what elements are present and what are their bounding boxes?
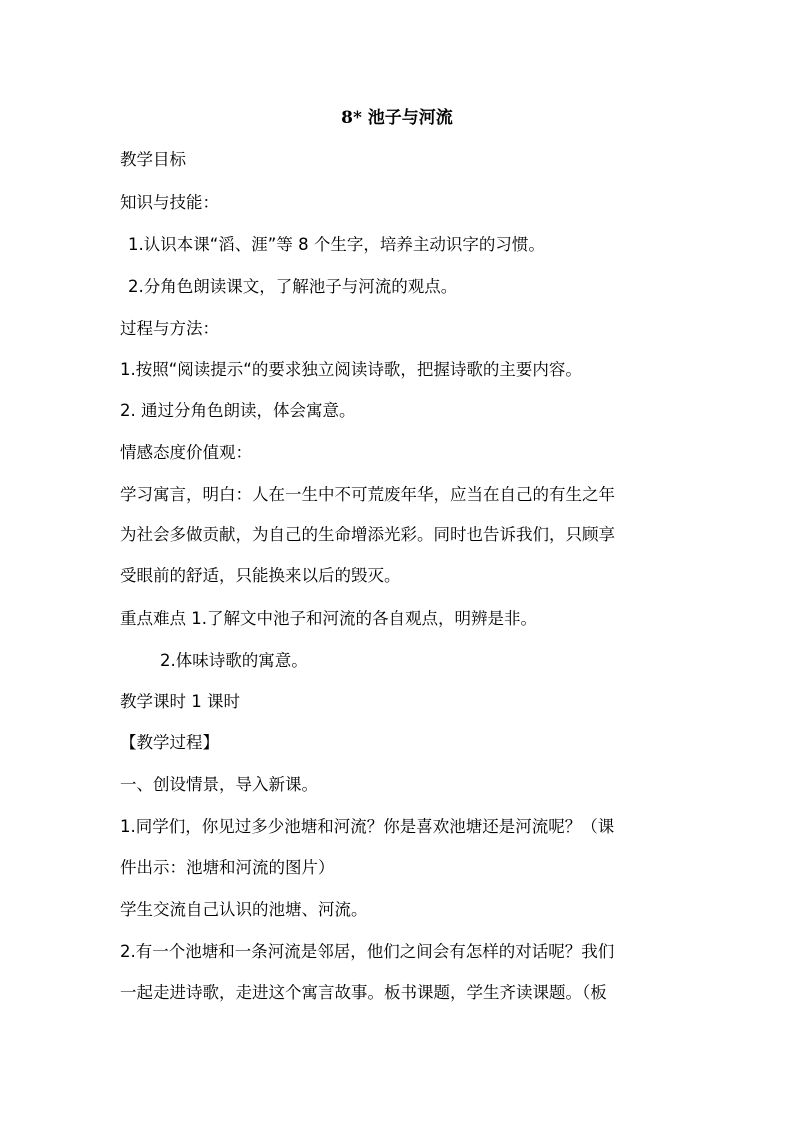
- subheading-process-methods: 过程与方法：: [120, 319, 219, 338]
- teaching-hours: 教学课时 1 课时: [120, 692, 240, 711]
- step-heading-1: 一、创设情景，导入新课。: [120, 775, 318, 794]
- step-1-text-line-1: 1.同学们，你见过多少池塘和河流？你是喜欢池塘还是河流呢？（课: [120, 817, 615, 836]
- key-points-item-2: 2.体味诗歌的寓意。: [160, 651, 308, 670]
- document-title: 8* 池子与河流: [341, 108, 453, 128]
- values-text-line-1: 学习寓言，明白：人在一生中不可荒废年华，应当在自己的有生之年: [120, 485, 615, 504]
- values-text-line-2: 为社会多做贡献，为自己的生命增添光彩。同时也告诉我们，只顾享: [120, 525, 615, 544]
- objective-item-2: 2.分角色朗读课文，了解池子与河流的观点。: [128, 277, 458, 296]
- values-text-line-3: 受眼前的舒适，只能换来以后的毁灭。: [120, 566, 401, 585]
- method-item-2: 2. 通过分角色朗读，体会寓意。: [120, 401, 356, 420]
- objective-item-1: 1.认识本课“滔、涯”等 8 个生字，培养主动识字的习惯。: [128, 235, 545, 254]
- section-heading-teaching-process: 【教学过程】: [120, 733, 219, 752]
- step-1-student-activity: 学生交流自己认识的池塘、河流。: [120, 900, 368, 919]
- step-1-text-line-2: 件出示：池塘和河流的图片）: [120, 858, 335, 877]
- step-2-text-line-2: 一起走进诗歌，走进这个寓言故事。板书课题，学生齐读课题。（板: [120, 983, 607, 1002]
- method-item-1: 1.按照“阅读提示“的要求独立阅读诗歌，把握诗歌的主要内容。: [120, 360, 582, 379]
- step-2-text-line-1: 2.有一个池塘和一条河流是邻居，他们之间会有怎样的对话呢？我们: [120, 942, 615, 961]
- key-points-item-1: 重点难点 1.了解文中池子和河流的各自观点，明辨是非。: [120, 609, 537, 628]
- subheading-knowledge-skills: 知识与技能：: [120, 193, 219, 212]
- section-heading-objectives: 教学目标: [120, 150, 186, 169]
- subheading-values: 情感态度价值观：: [120, 443, 252, 462]
